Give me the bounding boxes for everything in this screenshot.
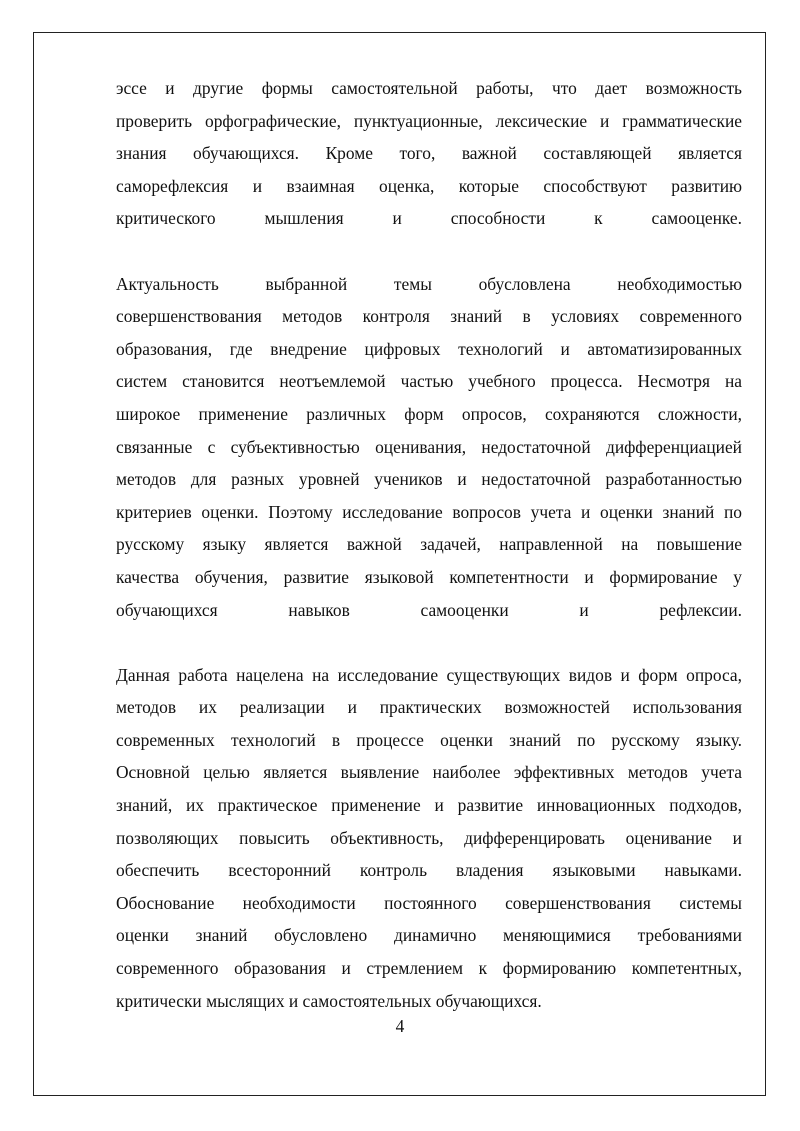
- text-line: методов их реализации и практических возможностей использования: [116, 697, 742, 718]
- text-line: современных технологий в процессе оценки знаний по русскому языку.: [116, 729, 742, 750]
- text-line: эссе и другие формы самостоятельной работы, что дает возможность: [116, 78, 742, 98]
- text-line: образования, где внедрение цифровых технологий и автоматизированных: [116, 338, 742, 359]
- text-line: методов для разных уровней учеников и недостаточной разработанностью: [116, 469, 742, 490]
- text-line: критически мыслящих и самостоятельных обучающихся.: [116, 990, 542, 1011]
- paragraph-2: [116, 268, 742, 627]
- text-line: знаний, их практическое применение и развитие инновационных подходов,: [116, 795, 742, 816]
- text-line: позволяющих повысить объективность, дифференцировать оценивание и: [116, 827, 742, 848]
- paragraph-gap: [116, 626, 742, 659]
- text-line: обучающихся навыков самооценки и рефлексии.: [116, 599, 742, 620]
- paragraph-gap: [116, 235, 742, 268]
- text-line: систем становится неотъемлемой частью учебного процесса. Несмотря на: [116, 371, 742, 392]
- text-line: знания обучающихся. Кроме того, важной составляющей является: [116, 143, 742, 164]
- text-line: широкое применение различных форм опросов, сохраняются сложности,: [116, 403, 742, 424]
- text-line: проверить орфографические, пунктуационные, лексические и грамматические: [116, 110, 742, 131]
- text-line: Основной целью является выявление наиболее эффективных методов учета: [116, 762, 742, 783]
- text-line: современного образования и стремлением к формированию компетентных,: [116, 958, 742, 979]
- text-line: саморефлексия и взаимная оценка, которые способствуют развитию: [116, 175, 742, 196]
- text-line: Обоснование необходимости постоянного совершенствования системы: [116, 892, 742, 913]
- text-line: русскому языку является важной задачей, направленной на повышение: [116, 534, 742, 555]
- paragraph-3: [116, 659, 742, 1018]
- text-line: совершенствования методов контроля знаний в условиях современного: [116, 306, 742, 327]
- text-line: критериев оценки. Поэтому исследование вопросов учета и оценки знаний по: [116, 501, 742, 522]
- text-line: качества обучения, развитие языковой компетентности и формирование у: [116, 566, 742, 587]
- paragraph-1: [116, 72, 742, 235]
- text-line: критического мышления и способности к самооценке.: [116, 208, 742, 229]
- text-line: обеспечить всесторонний контроль владения языковыми навыками.: [116, 860, 742, 881]
- text-line: связанные с субъективностью оценивания, недостаточной дифференциацией: [116, 436, 742, 457]
- text-line: Данная работа нацелена на исследование существующих видов и форм опроса,: [116, 664, 742, 685]
- text-line: оценки знаний обусловлено динамично меняющимися требованиями: [116, 925, 742, 946]
- document-body: [116, 72, 742, 1017]
- page-number: 4: [395, 1016, 405, 1036]
- text-line: Актуальность выбранной темы обусловлена необходимостью: [116, 273, 742, 294]
